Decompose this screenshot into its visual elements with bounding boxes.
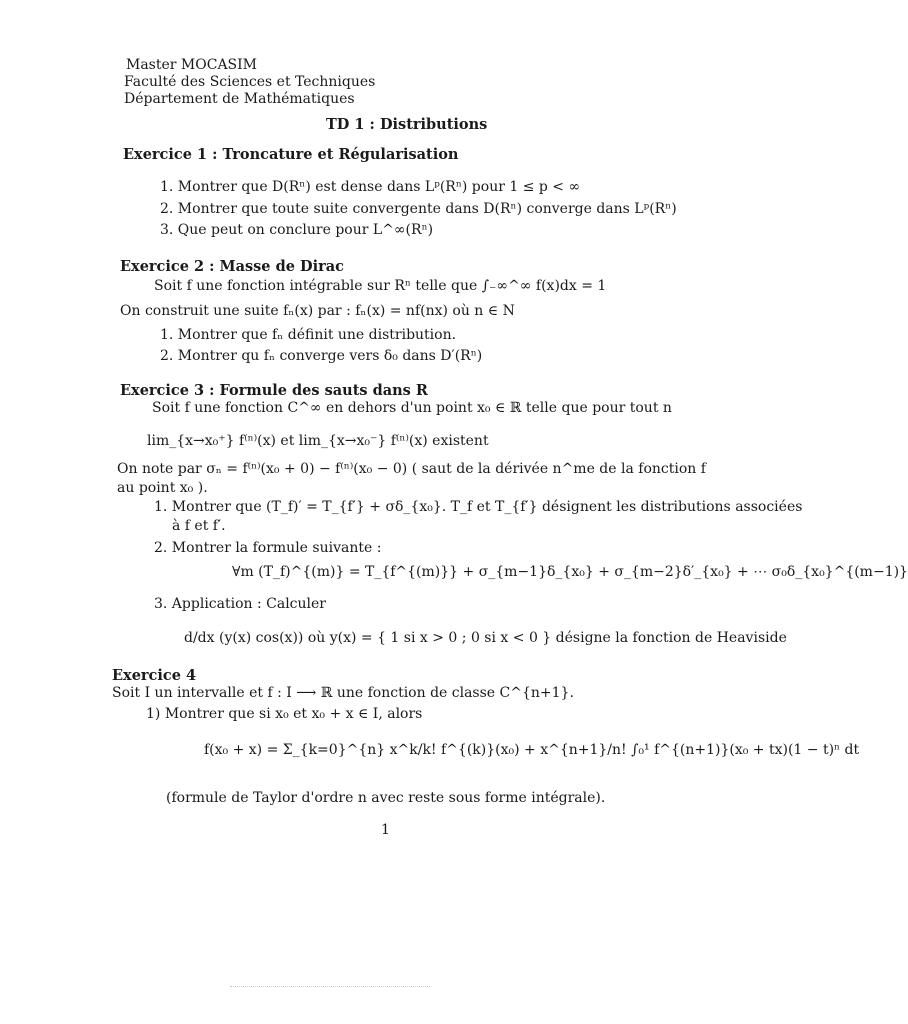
ex3-line-4: au point x₀ ).: [117, 480, 208, 496]
ex4-line-1: Soit I un intervalle et f : I ⟶ ℝ une fonction de classe C^{n+1}.: [112, 685, 574, 701]
header-line-2: Faculté des Sciences et Techniques: [124, 74, 376, 90]
ex3-limits: lim_{x→x₀⁺} f⁽ⁿ⁾(x) et lim_{x→x₀⁻} f⁽ⁿ⁾(x) existent: [147, 433, 489, 449]
ex3-title: Exercice 3 : Formule des sauts dans R: [120, 382, 428, 399]
ex2-item-2: 2. Montrer qu fₙ converge vers δ₀ dans D′(Rⁿ): [160, 348, 483, 364]
ex2-item-1: 1. Montrer que fₙ définit une distribution.: [160, 327, 457, 343]
ex3-item-1a: 1. Montrer que (T_f)′ = T_{f′} + σδ_{x₀}. T_f et T_{f′} désignent les distributions associées: [154, 499, 803, 515]
ex4-title: Exercice 4: [112, 667, 197, 684]
page-title: TD 1 : Distributions: [326, 116, 488, 133]
ex4-note: (formule de Taylor d'ordre n avec reste sous forme intégrale).: [166, 790, 606, 806]
page-number: 1: [381, 822, 390, 838]
ex3-line-3: On note par σₙ = f⁽ⁿ⁾(x₀ + 0) − f⁽ⁿ⁾(x₀ − 0) ( saut de la dérivée n^me de la fonction f: [117, 461, 706, 477]
ex4-taylor-formula: f(x₀ + x) = Σ_{k=0}^{n} x^k/k! f^{(k)}(x₀) + x^{n+1}/n! ∫₀¹ f^{(n+1)}(x₀ + tx)(1 − t)ⁿ dt: [204, 742, 860, 758]
ex2-title: Exercice 2 : Masse de Dirac: [120, 258, 344, 275]
ex1-item-1: 1. Montrer que D(Rⁿ) est dense dans Lᵖ(Rⁿ) pour 1 ≤ p < ∞: [160, 179, 581, 195]
ex3-formula-derivatives: ∀m (T_f)^{(m)} = T_{f^{(m)}} + σ_{m−1}δ_{x₀} + σ_{m−2}δ′_{x₀} + ⋯ σ₀δ_{x₀}^{(m−1)}: [232, 564, 908, 580]
ex3-line-1: Soit f une fonction C^∞ en dehors d'un point x₀ ∈ ℝ telle que pour tout n: [152, 400, 672, 416]
ex3-formula-heaviside: d/dx (y(x) cos(x)) où y(x) = { 1 si x > 0 ; 0 si x < 0 } désigne la fonction de Heaviside: [184, 630, 787, 646]
ex3-item-3: 3. Application : Calculer: [154, 596, 326, 612]
ex1-item-2: 2. Montrer que toute suite convergente dans D(Rⁿ) converge dans Lᵖ(Rⁿ): [160, 201, 677, 217]
scan-artifact-divider: [230, 986, 430, 987]
ex2-line-2: On construit une suite fₙ(x) par : fₙ(x) = nf(nx) où n ∈ N: [120, 303, 515, 319]
ex3-item-1b: à f et f′.: [172, 518, 226, 534]
ex1-item-3: 3. Que peut on conclure pour L^∞(Rⁿ): [160, 222, 434, 238]
ex4-item-1: 1) Montrer que si x₀ et x₀ + x ∈ I, alors: [146, 706, 423, 722]
ex2-line-1: Soit f une fonction intégrable sur Rⁿ telle que ∫₋∞^∞ f(x)dx = 1: [154, 278, 607, 294]
header-line-3: Département de Mathématiques: [124, 91, 355, 107]
header-line-1: Master MOCASIM: [126, 57, 258, 73]
ex1-title: Exercice 1 : Troncature et Régularisation: [123, 146, 459, 163]
ex3-item-2: 2. Montrer la formule suivante :: [154, 540, 382, 556]
